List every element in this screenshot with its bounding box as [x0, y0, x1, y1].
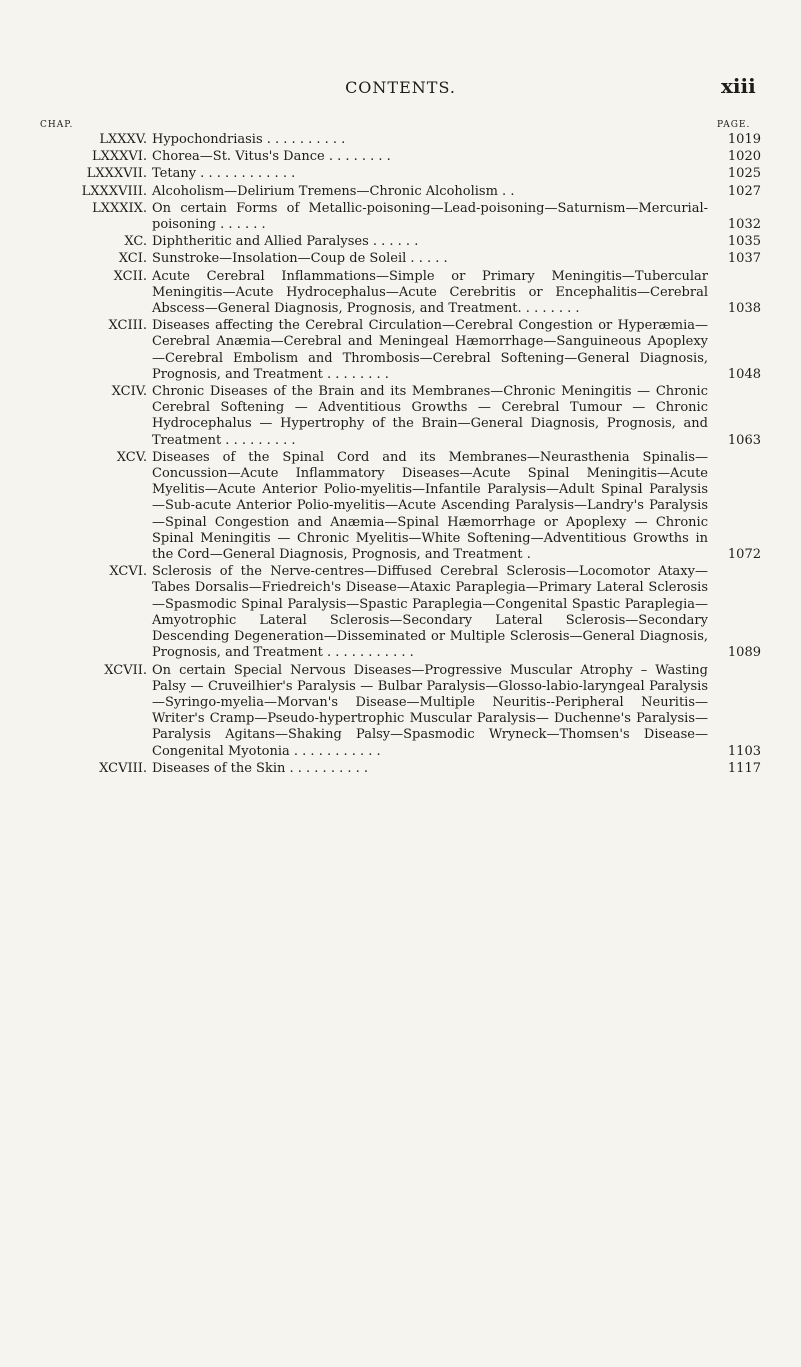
contents-entry: [0, 384, 801, 449]
chapter-column-heading: CHAP.: [40, 120, 74, 130]
chapter-page: 1019: [727, 132, 761, 147]
chapter-page: 1048: [727, 366, 761, 382]
chapter-number: LXXXVII.: [86, 166, 147, 182]
contents-entry: [0, 166, 801, 182]
chapter-number: XCI.: [118, 251, 147, 267]
chapter-title: Diseases affecting the Cerebral Circulation—Cerebral Congestion or Hyperæmia—Cerebral Anæmia—Cerebral and Meningeal Hæmorrhage—Sanguineous Apoplexy—Cerebral Embolism and Thrombosis—Cerebral Softening—General Diagnosis, Prognosis, and Treatment . . . . . . . .: [152, 318, 708, 382]
chapter-number: XCV.: [116, 449, 147, 465]
chapter-page: 1117: [727, 760, 761, 776]
contents-entry: [0, 184, 801, 200]
contents-entry: [0, 234, 801, 250]
chapter-number: XCVII.: [104, 662, 147, 678]
chapter-title: On certain Special Nervous Diseases—Progressive Muscular Atrophy – Wasting Palsy — Cruveilhier's Paralysis — Bulbar Paralysis—Glosso-labio-laryngeal Paralysis—Syringo-myelia—Morvan's Disease—Multiple Neuritis--Peripheral Neuritis—Writer's Cramp—Pseudo-hypertrophic Muscular Paralysis— Duchenne's Paralysis—Paralysis Agitans—Shaking Palsy—Spasmodic Wryneck—Thomsen's Disease—Congenital Myotonia . . . . . . . . . . .: [152, 662, 708, 759]
contents-entry: [0, 450, 801, 563]
chapter-page: 1035: [727, 234, 761, 250]
chapter-page: 1032: [727, 217, 761, 233]
contents-entry: [0, 251, 801, 267]
contents-entry: [0, 132, 801, 148]
chapter-title: Tetany . . . . . . . . . . . .: [152, 166, 296, 182]
chapter-number: LXXXV.: [99, 132, 147, 147]
chapter-number: XCVI.: [109, 564, 147, 580]
chapter-number: XCIV.: [111, 384, 147, 400]
chapter-page: 1037: [727, 251, 761, 267]
chapter-title: Acute Cerebral Inflammations—Simple or Primary Meningitis—Tubercular Meningitis—Acute Hydrocephalus—Acute Cerebritis or Encephalitis—Cerebral Abscess—General Diagnosis, Prognosis, and Treatment. . . . . . . .: [152, 268, 708, 317]
chapter-title: Sclerosis of the Nerve-centres—Diffused Cerebral Sclerosis—Locomotor Ataxy—Tabes Dorsalis—Friedreich's Disease—Ataxic Paraplegia—Primary Lateral Sclerosis—Spasmodic Spinal Paralysis—Spastic Paraplegia—Congenital Spastic Paraplegia—Amyotrophic Lateral Sclerosis—Secondary Lateral Sclerosis—Secondary Descending Degeneration—Disseminated or Multiple Sclerosis—General Diagnosis, Prognosis, and Treatment . . . . . . . . . . .: [152, 564, 708, 661]
contents-entry: [0, 761, 801, 777]
chapter-title: Chronic Diseases of the Brain and its Membranes—Chronic Meningitis — Chronic Cerebral Softening — Adventitious Growths — Cerebral Tumour — Chronic Hydrocephalus — Hypertrophy of the Brain—General Diagnosis, Prognosis, and Treatment . . . . . . . . .: [152, 384, 708, 448]
page-column-heading: PAGE.: [717, 120, 751, 130]
chapter-number: XCIII.: [108, 318, 147, 334]
chapter-page: 1027: [727, 183, 761, 199]
chapter-page: 1063: [727, 432, 761, 448]
contents-entry: [0, 269, 801, 318]
chapter-page: 1072: [727, 547, 761, 563]
chapter-title: Diphtheritic and Allied Paralyses . . . . . .: [152, 234, 419, 250]
contents-entry: [0, 318, 801, 383]
chapter-title: Hypochondriasis . . . . . . . . . .: [152, 132, 346, 147]
chapter-number: XCVIII.: [99, 760, 147, 776]
chapter-number: LXXXIX.: [92, 200, 147, 216]
contents-entry: [0, 149, 801, 165]
chapter-page: 1020: [727, 149, 761, 165]
contents-entry: [0, 663, 801, 760]
contents-entry: [0, 564, 801, 661]
contents-entry: [0, 201, 801, 233]
chapter-page: 1089: [727, 645, 761, 661]
chapter-title: Chorea—St. Vitus's Dance . . . . . . . .: [152, 149, 391, 165]
chapter-title: Alcoholism—Delirium Tremens—Chronic Alcoholism . .: [152, 183, 515, 199]
chapter-title: On certain Forms of Metallic-poisoning—Lead-poisoning—Saturnism—Mercurial-poisoning . . . . . .: [152, 200, 708, 233]
chapter-number: LXXXVIII.: [81, 183, 147, 199]
running-title: CONTENTS.: [345, 78, 456, 97]
chapter-title: Sunstroke—Insolation—Coup de Soleil . . . . .: [152, 251, 448, 267]
chapter-number: LXXXVI.: [91, 149, 147, 165]
chapter-title: Diseases of the Skin . . . . . . . . . .: [152, 760, 369, 776]
chapter-page: 1103: [727, 743, 761, 759]
chapter-number: XCII.: [113, 268, 147, 284]
contents-list: [0, 132, 801, 777]
chapter-page: 1025: [727, 166, 761, 182]
chapter-title: Diseases of the Spinal Cord and its Membranes—Neurasthenia Spinalis—Concussion—Acute Inflammatory Diseases—Acute Spinal Meningitis—Acute Myelitis—Acute Anterior Polio-myelitis—Infantile Paralysis—Adult Spinal Paralysis—Sub-acute Anterior Polio-myelitis—Acute Ascending Paralysis—Landry's Paralysis—Spinal Congestion and Anæmia—Spinal Hæmorrhage or Apoplexy — Chronic Spinal Meningitis — Chronic Myelitis—White Softening—Adventitious Growths in the Cord—General Diagnosis, Prognosis, and Treatment .: [152, 449, 708, 563]
chapter-number: XC.: [124, 234, 147, 250]
page-number: xiii: [721, 74, 756, 98]
chapter-page: 1038: [727, 301, 761, 317]
